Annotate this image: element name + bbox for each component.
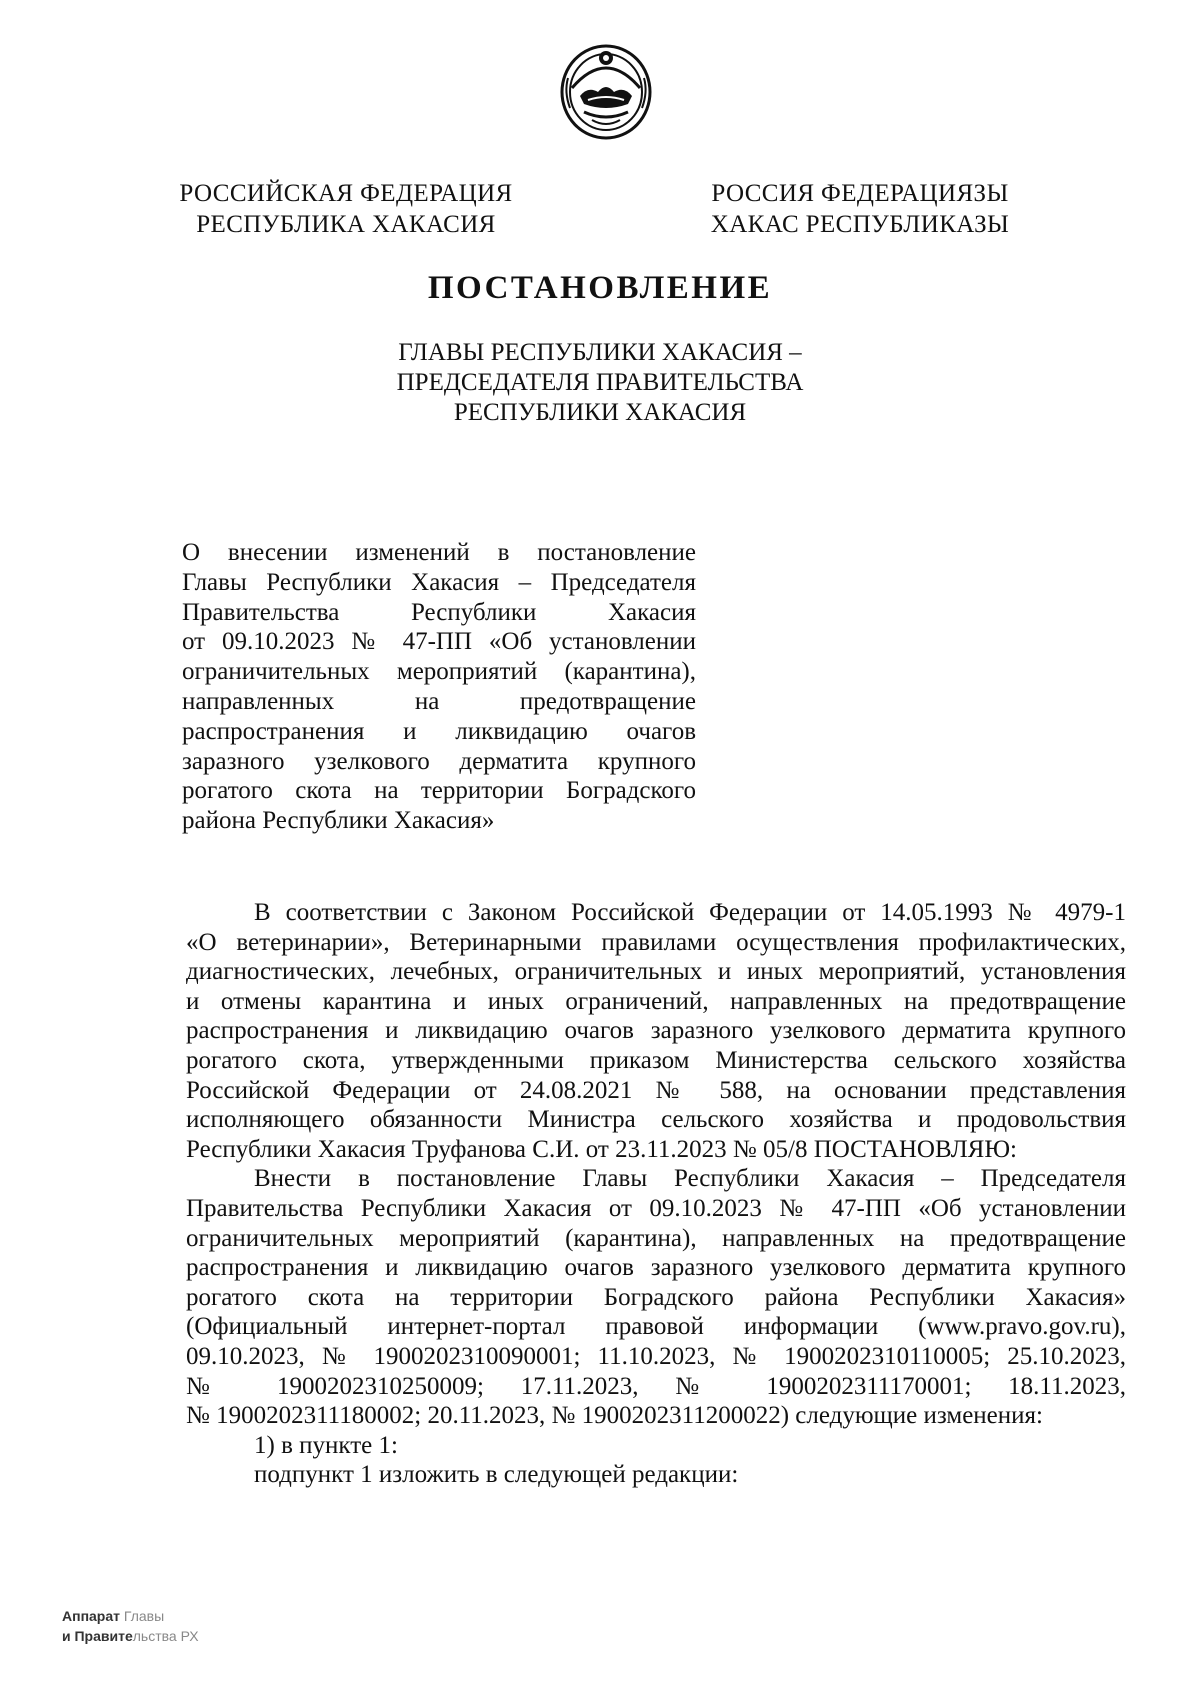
subject-block [182,538,696,836]
coat-of-arms-emblem [558,38,654,142]
body-line: диагностических, лечебных, ограничительных и иных мероприятий, установления [186,958,1126,986]
header-right-line: РОССИЯ ФЕДЕРАЦИЯЗЫ [711,180,1009,207]
header-right-line: ХАКАС РЕСПУБЛИКАЗЫ [710,211,1010,238]
body-text [186,898,1126,1490]
subject-line: ограничительных мероприятий (карантина), [182,658,696,686]
body-line: Республики Хакасия Труфанова С.И. от 23.11.2023 № 05/8 ПОСТАНОВЛЯЮ: [186,1135,1017,1163]
issuer-line: ПРЕДСЕДАТЕЛЯ ПРАВИТЕЛЬСТВА [396,369,804,396]
body-line: подпункт 1 изложить в следующей редакции: [254,1461,739,1489]
header-left-line: РЕСПУБЛИКА ХАКАСИЯ [196,211,496,238]
issuer-block [330,338,870,428]
body-line: «О ветеринарии», Ветеринарными правилами осуществления профилактических, [186,928,1126,956]
stamp-bold: Аппарат [62,1608,121,1624]
issuer-line: ГЛАВЫ РЕСПУБЛИКИ ХАКАСИЯ – [398,339,802,366]
body-line: распространения и ликвидацию очагов заразного узелкового дерматита крупного [186,1254,1126,1282]
office-stamp [62,1606,199,1646]
body-line: В соответствии с Законом Российской Федерации от 14.05.1993 № 4979-1 [254,899,1126,926]
subject-line: Правительства Республики Хакасия [182,598,696,626]
subject-line: О внесении изменений в постановление [182,539,696,566]
body-line: Правительства Республики Хакасия от 09.10.2023 № 47-ПП «Об установлении [186,1194,1126,1222]
body-line: ограничительных мероприятий (карантина), направленных на предотвращение [186,1224,1126,1252]
body-line: рогатого скота на территории Боградского района Республики Хакасия» [186,1283,1126,1311]
body-line: (Официальный интернет-портал правовой информации (www.pravo.gov.ru), [186,1313,1126,1341]
subject-line: района Республики Хакасия» [182,807,495,835]
subject-line: распространения и ликвидацию очагов [182,717,696,745]
body-line: распространения и ликвидацию очагов заразного узелкового дерматита крупного [186,1017,1126,1045]
subject-line: рогатого скота на территории Боградского [182,777,696,805]
header-left [176,178,516,240]
header-left-line: РОССИЙСКАЯ ФЕДЕРАЦИЯ [179,180,513,207]
header-right [690,178,1030,240]
body-line: исполняющего обязанности Министра сельского хозяйства и продовольствия [186,1106,1126,1134]
body-line: № 1900202310250009; 17.11.2023, № 1900202311170001; 18.11.2023, [186,1372,1126,1400]
stamp-line [62,1606,199,1626]
body-line: Российской Федерации от 24.08.2021 № 588, на основании представления [186,1076,1126,1104]
stamp-light: льства РХ [132,1628,199,1644]
subject-line: заразного узелкового дерматита крупного [182,747,696,775]
stamp-line [62,1626,199,1646]
stamp-light: Главы [120,1608,165,1624]
body-line: Внести в постановление Главы Республики Хакасия – Председателя [254,1165,1126,1193]
subject-line: направленных на предотвращение [182,687,696,715]
body-line: 09.10.2023, № 1900202310090001; 11.10.2023, № 1900202310110005; 25.10.2023, [186,1342,1126,1370]
subject-line: от 09.10.2023 № 47-ПП «Об установлении [182,628,696,656]
body-line: 1) в пункте 1: [254,1431,398,1459]
body-line: № 1900202311180002; 20.11.2023, № 1900202311200022) следующие изменения: [186,1402,1043,1430]
body-line: и отмены карантина и иных ограничений, направленных на предотвращение [186,987,1126,1015]
body-line: рогатого скота, утвержденными приказом Министерства сельского хозяйства [186,1046,1126,1074]
document-type-title: ПОСТАНОВЛЕНИЕ [427,270,773,306]
stamp-bold: и Правите [62,1628,133,1644]
subject-line: Главы Республики Хакасия – Председателя [182,568,696,596]
issuer-line: РЕСПУБЛИКИ ХАКАСИЯ [453,399,747,426]
